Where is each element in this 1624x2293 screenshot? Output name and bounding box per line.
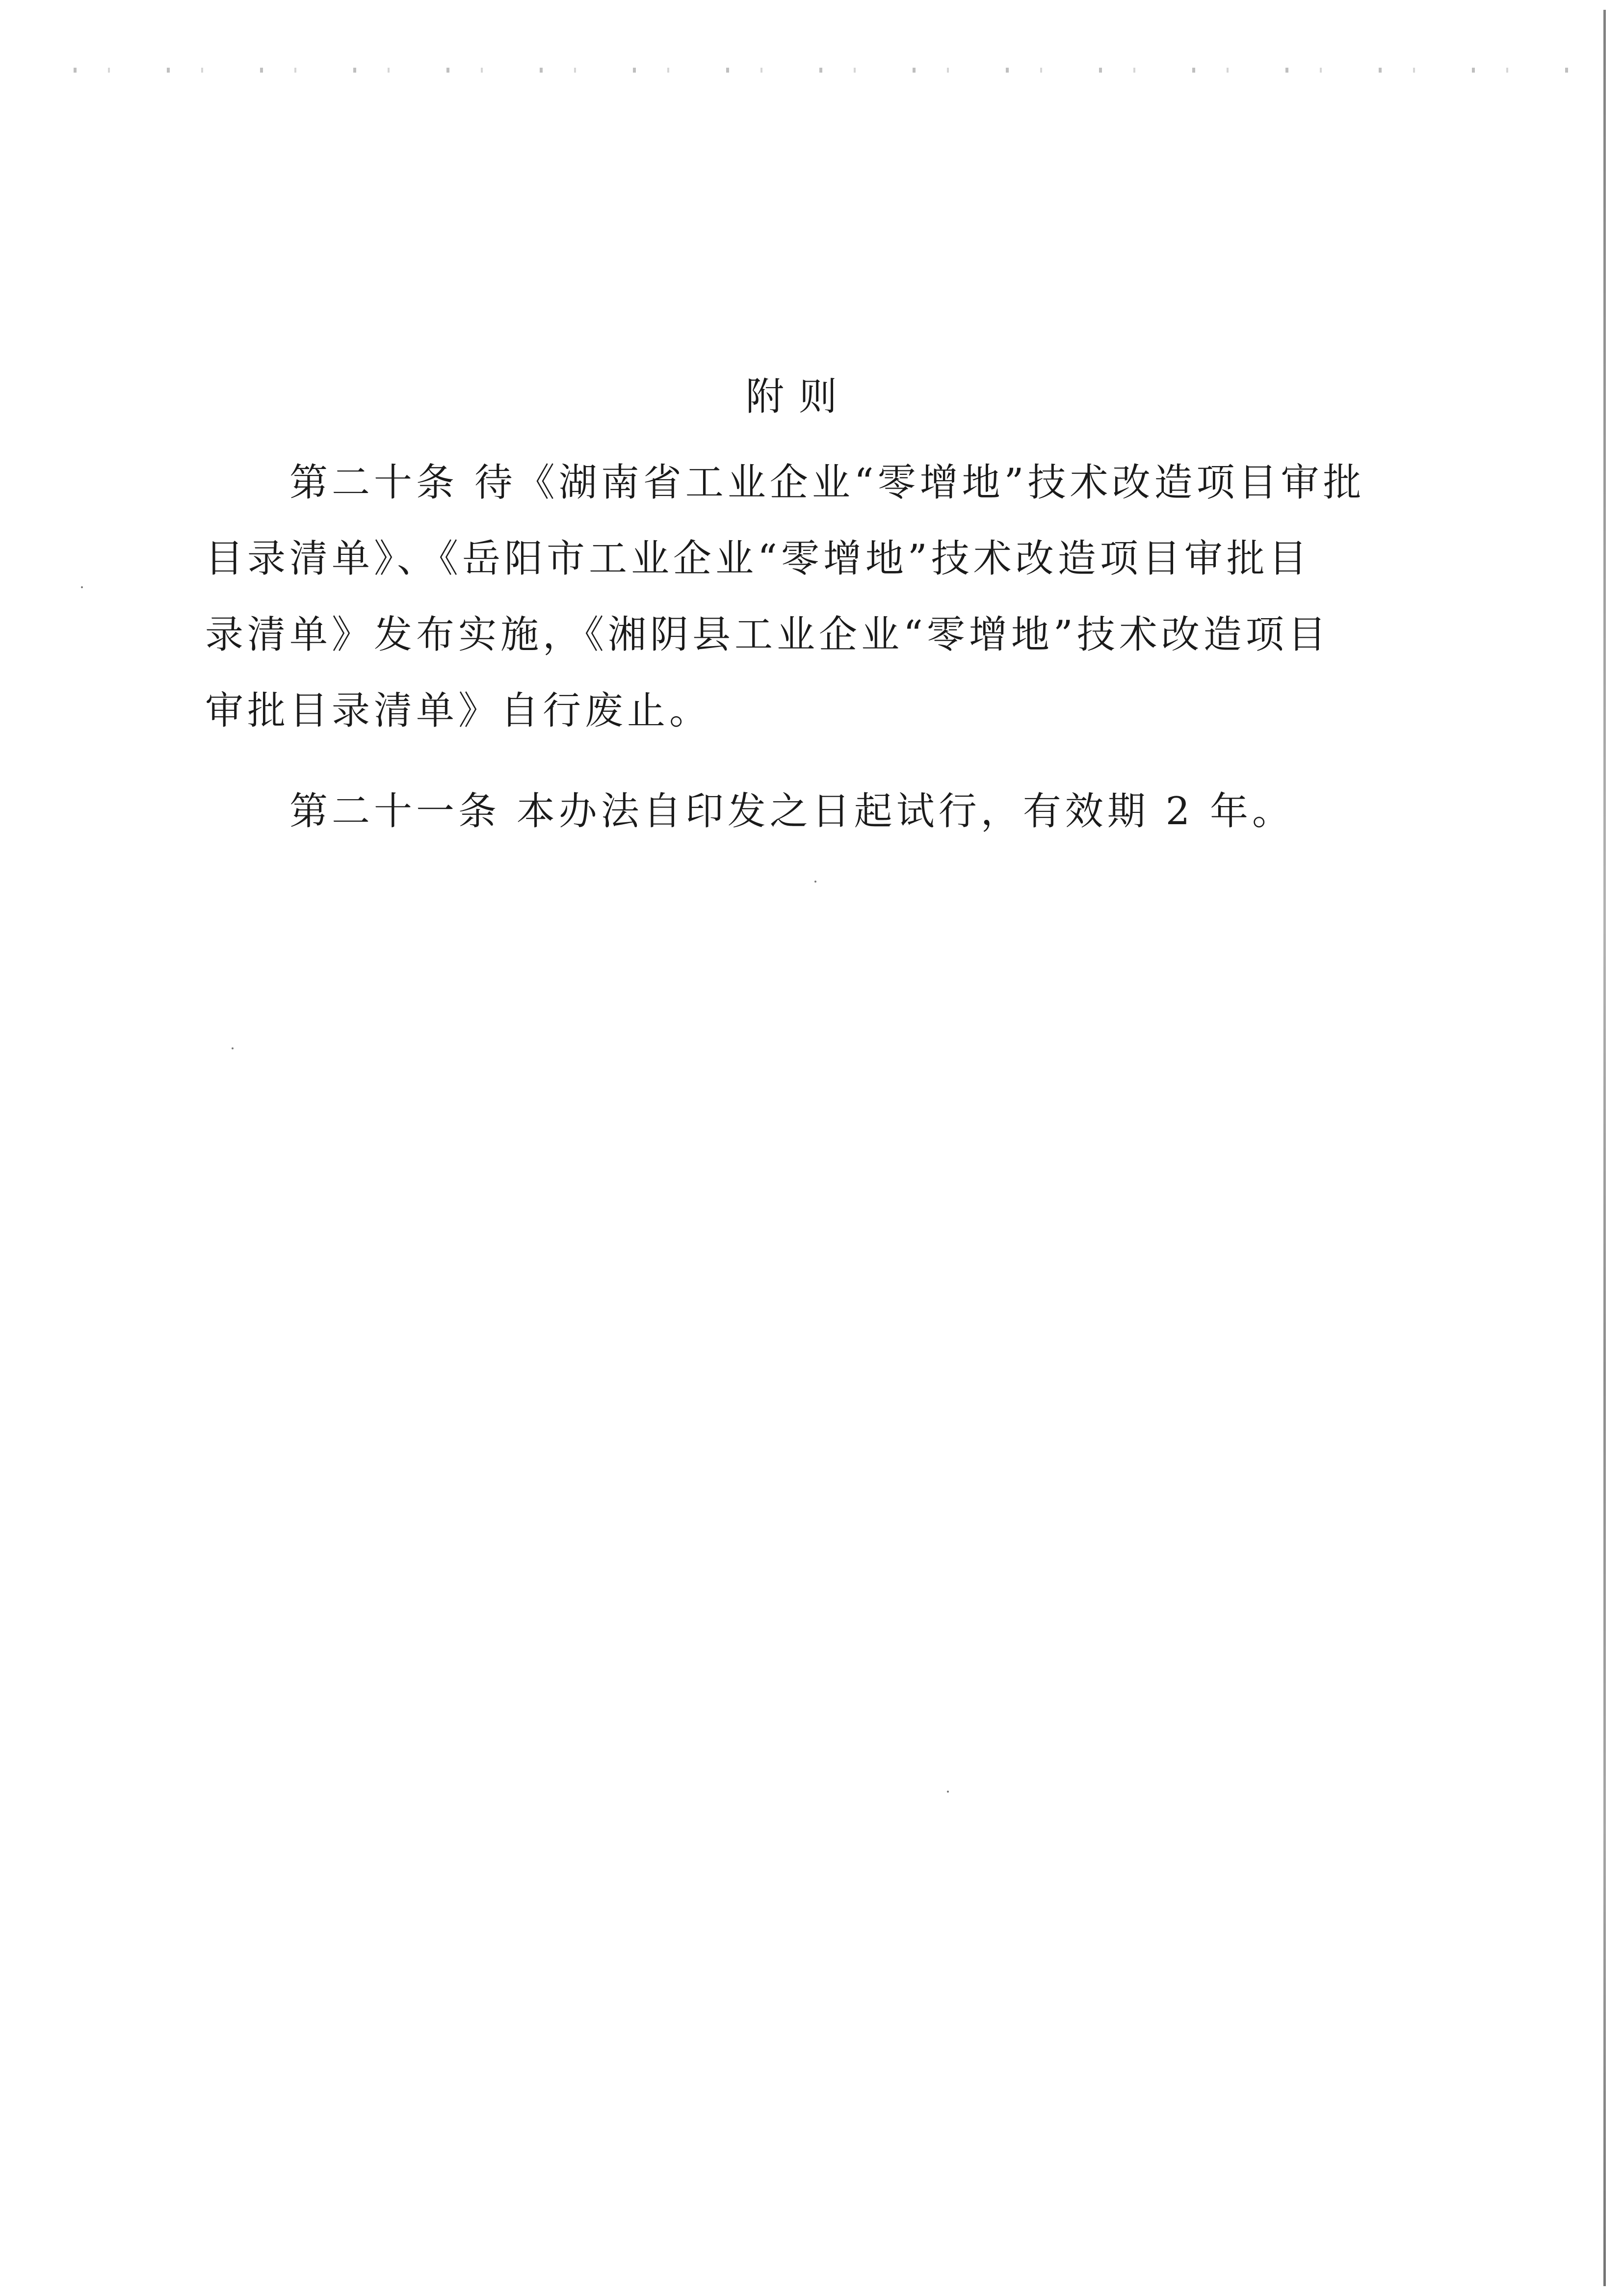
article-20-line-2: 目录清单》、《岳阳市工业企业“零增地”技术改造项目审批目 bbox=[205, 537, 1311, 581]
section-heading: 附则 bbox=[746, 375, 852, 419]
scan-speck bbox=[81, 586, 83, 588]
scan-artifact-right-edge bbox=[1603, 10, 1606, 2286]
scan-speck bbox=[947, 1791, 949, 1793]
scan-speck bbox=[814, 881, 816, 883]
scan-artifact-top bbox=[74, 68, 1585, 73]
scan-speck bbox=[232, 1047, 234, 1049]
article-21-text: 第二十一条 本办法自印发之日起试行，有效期 2 年。 bbox=[289, 789, 1295, 834]
article-20-line-4: 审批目录清单》自行废止。 bbox=[205, 689, 712, 733]
article-20-line-3: 录清单》发布实施，《湘阴县工业企业“零增地”技术改造项目 bbox=[205, 613, 1330, 657]
article-20-line-1: 第二十条 待《湖南省工业企业“零增地”技术改造项目审批 bbox=[289, 461, 1365, 505]
